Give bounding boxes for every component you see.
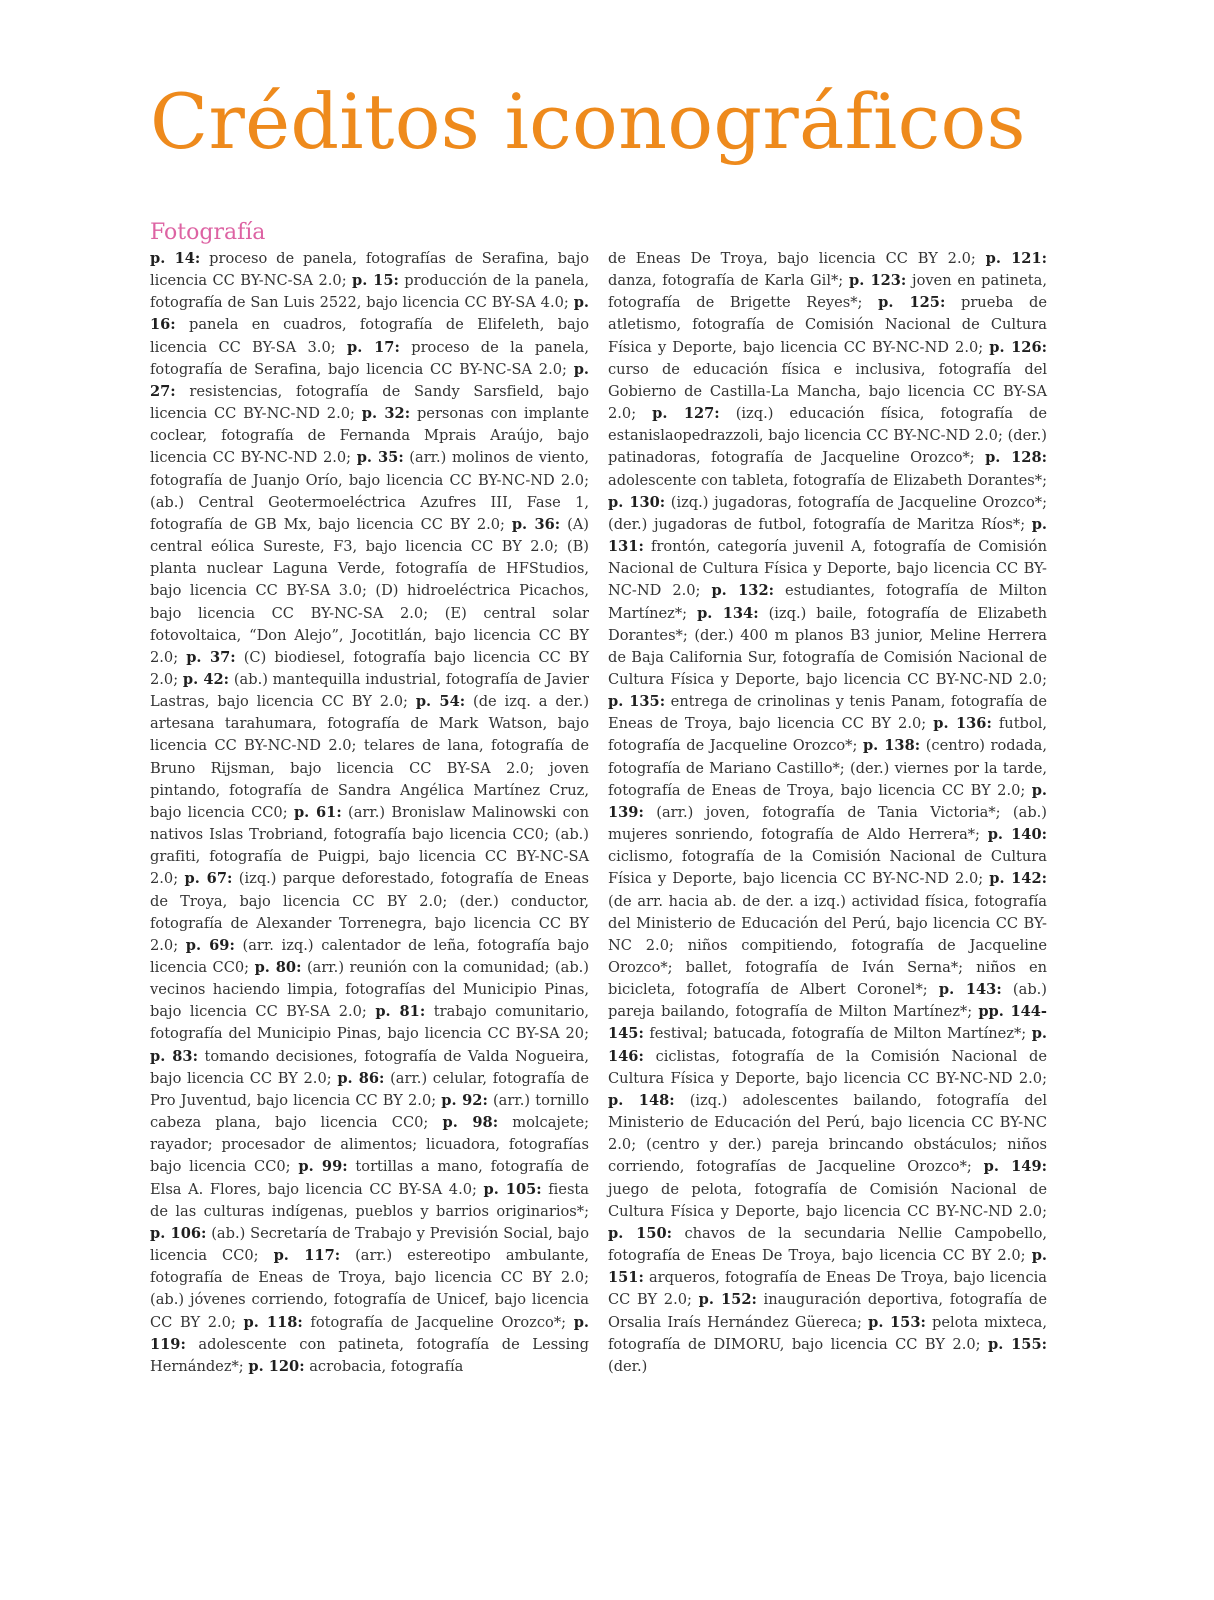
page-ref: p. 130:	[608, 493, 666, 511]
credits-text-left	[150, 248, 589, 1378]
page-ref: p. 131:	[608, 515, 1047, 556]
page-ref: p. 35:	[356, 449, 404, 467]
page-ref: p. 117:	[273, 1247, 341, 1265]
credit-text: (de izq. a der.) artesana tarahumara, fotografía de Mark Watson, bajo licencia CC BY-NC-ND 2.0; telares de lana, fotografía de Bruno Rijsman, bajo licencia CC BY-SA 2.0; joven pintando, fotografía de Sandra Angélica Martínez Cruz, bajo licencia CC0;	[150, 693, 590, 821]
credit-text: (C) biodiesel, fotografía bajo licencia CC BY 2.0;	[150, 648, 590, 688]
credit-text: danza, fotografía de Karla Gil*;	[608, 272, 849, 290]
credit-text: (centro) rodada, fotografía de Mariano Castillo*; (der.) viernes por la tarde, fotografía de Eneas de Troya, bajo licencia CC BY 2.0;	[608, 737, 1047, 799]
credit-text: (arr.) estereotipo ambulante, fotografía de Eneas de Troya, bajo licencia CC BY 2.0; (ab.) jóvenes corriendo, fotografía de Unicef, bajo licencia CC BY 2.0;	[150, 1247, 590, 1331]
credit-text: (izq.) jugadoras, fotografía de Jacqueline Orozco*; (der.) jugadoras de futbol, fotografía de Maritza Ríos*;	[608, 493, 1048, 533]
credit-text: (arr. izq.) calentador de leña, fotografía bajo licencia CC0;	[150, 936, 590, 976]
page-ref: p. 67:	[184, 870, 233, 888]
page-ref: p. 92:	[441, 1091, 488, 1109]
credit-text: arqueros, fotografía de Eneas De Troya, bajo licencia CC BY 2.0;	[608, 1269, 1047, 1309]
page-ref: pp. 144-145:	[608, 1003, 1047, 1043]
credit-text: (ab.) pareja bailando, fotografía de Milton Martínez*;	[608, 981, 1047, 1021]
page-ref: p. 127:	[652, 405, 720, 423]
page-ref: p. 42:	[182, 670, 230, 688]
credit-text: de Eneas De Troya, bajo licencia CC BY 2.0;	[608, 250, 986, 267]
credit-text: prueba de atletismo, fotografía de Comisión Nacional de Cultura Física y Deporte, bajo licencia CC BY-NC-ND 2.0;	[608, 294, 1048, 356]
credit-text: adolescente con patineta, fotografía de Lessing Hernández*;	[150, 1335, 589, 1375]
page-ref: p. 121:	[985, 250, 1048, 267]
page-ref: p. 138:	[862, 737, 921, 755]
page-ref: p. 134:	[697, 604, 759, 622]
credit-text: (arr.) molinos de viento, fotografía de Juanjo Orío, bajo licencia CC BY-NC-ND 2.0; (ab.) Central Geotermoeléctrica Azufres III, Fase 1, fotografía de GB Mx, bajo licencia CC BY 2.0;	[150, 449, 589, 533]
page-ref: p. 37:	[186, 648, 236, 666]
page-ref: p. 54:	[415, 693, 466, 711]
page-ref: p. 16:	[150, 294, 589, 334]
credit-text: panela en cuadros, fotografía de Elifeleth, bajo licencia CC BY-SA 3.0;	[150, 316, 589, 356]
credit-text: molcajete; rayador; procesador de alimentos; licuadora, fotografías bajo licencia CC0;	[150, 1114, 590, 1176]
page-ref: p. 155:	[987, 1335, 1047, 1353]
page-ref: p. 32:	[361, 405, 411, 423]
credit-text: fotografía de Jacqueline Orozco*;	[302, 1313, 574, 1331]
credit-text: acrobacia, fotografía	[304, 1357, 464, 1375]
credit-text: (arr.) celular, fotografía de Pro Juventud, bajo licencia CC BY 2.0;	[150, 1069, 589, 1109]
page-ref: p. 80:	[254, 959, 302, 976]
credit-text: tomando decisiones, fotografía de Valda Nogueira, bajo licencia CC BY 2.0;	[150, 1047, 590, 1087]
page-ref: p. 153:	[868, 1313, 926, 1331]
page-ref: p. 36:	[511, 515, 561, 533]
credit-text: festival; batucada, fotografía de Milton Martínez*;	[643, 1025, 1032, 1043]
credit-text: fiesta de las culturas indígenas, pueblos y barrios originarios*;	[150, 1180, 589, 1220]
page-ref: p. 143:	[938, 981, 1002, 999]
credit-text: inauguración deportiva, fotografía de Orsalia Iraís Hernández Güereca;	[608, 1291, 1048, 1331]
page-ref: p. 125:	[878, 294, 946, 312]
credit-text: futbol, fotografía de Jacqueline Orozco*;	[608, 715, 1047, 755]
credit-text: (arr.) tornillo cabeza plana, bajo licencia CC0;	[150, 1091, 590, 1132]
page-ref: p. 17:	[347, 338, 400, 356]
credits-column-left	[150, 248, 589, 1378]
page-ref: p. 81:	[375, 1003, 426, 1021]
page-ref: p. 140:	[987, 826, 1047, 844]
credit-text: curso de educación física e inclusiva, fotografía del Gobierno de Castilla-La Mancha, bajo licencia CC BY-SA 2.0;	[608, 360, 1047, 423]
page-ref: p. 118:	[243, 1313, 303, 1331]
credit-text: joven en patineta, fotografía de Brigette Reyes*;	[608, 272, 1047, 312]
page-ref: p. 69:	[185, 936, 235, 954]
page-ref: p. 128:	[985, 449, 1047, 467]
page-ref: p. 149:	[983, 1158, 1047, 1176]
section-heading-fotografia: Fotografía	[150, 220, 266, 245]
page-ref: p. 99:	[298, 1158, 348, 1176]
page-ref: p. 136:	[933, 715, 992, 733]
page-ref: p. 150:	[608, 1224, 673, 1242]
credit-text: (arr.) reunión con la comunidad; (ab.) vecinos haciendo limpia, fotografías del Municipio Pinas, bajo licencia CC BY-SA 2.0;	[150, 959, 589, 1021]
page-ref: p. 119:	[150, 1313, 589, 1353]
credit-text: (der.)	[608, 1357, 648, 1375]
credit-text: (arr.) Bronislaw Malinowski con nativos Islas Trobriand, fotografía bajo licencia CC0; (ab.) grafiti, fotografía de Puigpi, bajo licencia CC BY-NC-SA 2.0;	[150, 803, 589, 888]
credit-text: (izq.) adolescentes bailando, fotografía del Ministerio de Educación del Perú, bajo licencia CC BY-NC 2.0; (centro y der.) pareja brincando obstáculos; niños corriendo, fotografías de Jacqueline Orozco*;	[608, 1091, 1047, 1176]
page-ref: p. 105:	[483, 1180, 542, 1198]
credit-text: (arr.) joven, fotografía de Tania Victoria*; (ab.) mujeres sonriendo, fotografía de Aldo Herrera*;	[608, 803, 1047, 844]
page-ref: p. 151:	[608, 1247, 1047, 1287]
credit-text: entrega de crinolinas y tenis Panam, fotografía de Eneas de Troya, bajo licencia CC BY 2.0;	[608, 693, 1047, 733]
page-ref: p. 15:	[352, 272, 399, 290]
credit-text: chavos de la secundaria Nellie Campobello, fotografía de Eneas De Troya, bajo licencia CC BY 2.0;	[608, 1224, 1047, 1265]
credit-text: (izq.) baile, fotografía de Elizabeth Dorantes*; (der.) 400 m planos B3 junior, Meline Herrera de Baja California Sur, fotografía de Comisión Nacional de Cultura Física y Deporte, bajo licencia CC BY-NC-ND 2.0;	[608, 604, 1048, 688]
page-ref: p. 106:	[150, 1224, 207, 1242]
page-title: Créditos iconográficos	[150, 77, 1026, 166]
credit-text: tortillas a mano, fotografía de Elsa A. Flores, bajo licencia CC BY-SA 4.0;	[150, 1158, 589, 1198]
credit-text: pelota mixteca, fotografía de DIMORU, bajo licencia CC BY 2.0;	[608, 1313, 1047, 1353]
credit-text: juego de pelota, fotografía de Comisión Nacional de Cultura Física y Deporte, bajo licencia CC BY-NC-ND 2.0;	[608, 1180, 1047, 1220]
page-ref: p. 83:	[150, 1047, 198, 1065]
credit-text: proceso de la panela, fotografía de Serafina, bajo licencia CC BY-NC-SA 2.0;	[150, 338, 589, 378]
credit-text: ciclistas, fotografía de la Comisión Nacional de Cultura Física y Deporte, bajo licencia CC BY-NC-ND 2.0;	[608, 1047, 1047, 1087]
page-ref: p. 14:	[150, 250, 201, 267]
page-ref: p. 146:	[608, 1025, 1047, 1065]
page-ref: p. 132:	[711, 582, 774, 600]
page-ref: p. 27:	[150, 360, 589, 400]
credit-text: (de arr. hacia ab. de der. a izq.) actividad física, fotografía del Ministerio de Educación del Perú, bajo licencia CC BY-NC 2.0; niños compitiendo, fotografía de Jacqueline Orozco*; ballet, fotografía de Iván Serna*; niños en bicicleta, fotografía de Albert Coronel*;	[608, 892, 1047, 999]
credits-text-right	[608, 248, 1047, 1378]
page-ref: p. 86:	[337, 1069, 385, 1087]
credit-text: (izq.) parque deforestado, fotografía de Eneas de Troya, bajo licencia CC BY 2.0; (der.) conductor, fotografía de Alexander Torrenegra, bajo licencia CC BY 2.0;	[150, 870, 589, 954]
page-ref: p. 126:	[989, 338, 1047, 356]
credit-text: frontón, categoría juvenil A, fotografía de Comisión Nacional de Cultura Física y Deporte, bajo licencia CC BY-NC-ND 2.0;	[608, 538, 1047, 600]
credit-text: adolescente con tableta, fotografía de Elizabeth Dorantes*;	[608, 471, 1047, 489]
credit-text: personas con implante coclear, fotografía de Fernanda Mprais Araújo, bajo licencia CC BY-NC-ND 2.0;	[150, 405, 589, 467]
credit-text: (A) central eólica Sureste, F3, bajo licencia CC BY 2.0; (B) planta nuclear Laguna Verde, fotografía de HFStudios, bajo licencia CC BY-SA 3.0; (D) hidroeléctrica Picachos, bajo licencia CC BY-NC-SA 2.0; (E) central solar fotovoltaica, “Don Alejo”, Jocotitlán, bajo licencia CC BY 2.0;	[150, 515, 589, 666]
page-ref: p. 61:	[293, 803, 342, 821]
page-ref: p. 142:	[989, 870, 1047, 888]
page-ref: p. 152:	[698, 1291, 757, 1309]
credits-column-right	[608, 248, 1047, 1378]
page-ref: p. 120:	[248, 1357, 305, 1375]
credit-text: producción de la panela, fotografía de San Luis 2522, bajo licencia CC BY-SA 4.0;	[150, 272, 589, 312]
page-ref: p. 98:	[442, 1114, 499, 1132]
credit-text: trabajo comunitario, fotografía del Municipio Pinas, bajo licencia CC BY-SA 20;	[150, 1003, 590, 1043]
credit-text: estudiantes, fotografía de Milton Martínez*;	[608, 582, 1047, 622]
page-ref: p. 135:	[608, 693, 666, 711]
page-ref: p. 123:	[848, 272, 907, 290]
credit-text: proceso de panela, fotografías de Serafina, bajo licencia CC BY-NC-SA 2.0;	[150, 250, 590, 290]
credit-text: ciclismo, fotografía de la Comisión Nacional de Cultura Física y Deporte, bajo licencia CC BY-NC-ND 2.0;	[608, 848, 1047, 888]
page-ref: p. 148:	[608, 1091, 675, 1109]
credit-text: resistencias, fotografía de Sandy Sarsfield, bajo licencia CC BY-NC-ND 2.0;	[150, 382, 589, 423]
page-ref: p. 139:	[608, 781, 1047, 821]
credit-text: (izq.) educación física, fotografía de estanislaopedrazzoli, bajo licencia CC BY-NC-ND 2.0; (der.) patinadoras, fotografía de Jacqueline Orozco*;	[608, 405, 1048, 467]
credit-text: (ab.) mantequilla industrial, fotografía de Javier Lastras, bajo licencia CC BY 2.0;	[150, 670, 590, 711]
credit-text: (ab.) Secretaría de Trabajo y Previsión Social, bajo licencia CC0;	[150, 1224, 590, 1265]
